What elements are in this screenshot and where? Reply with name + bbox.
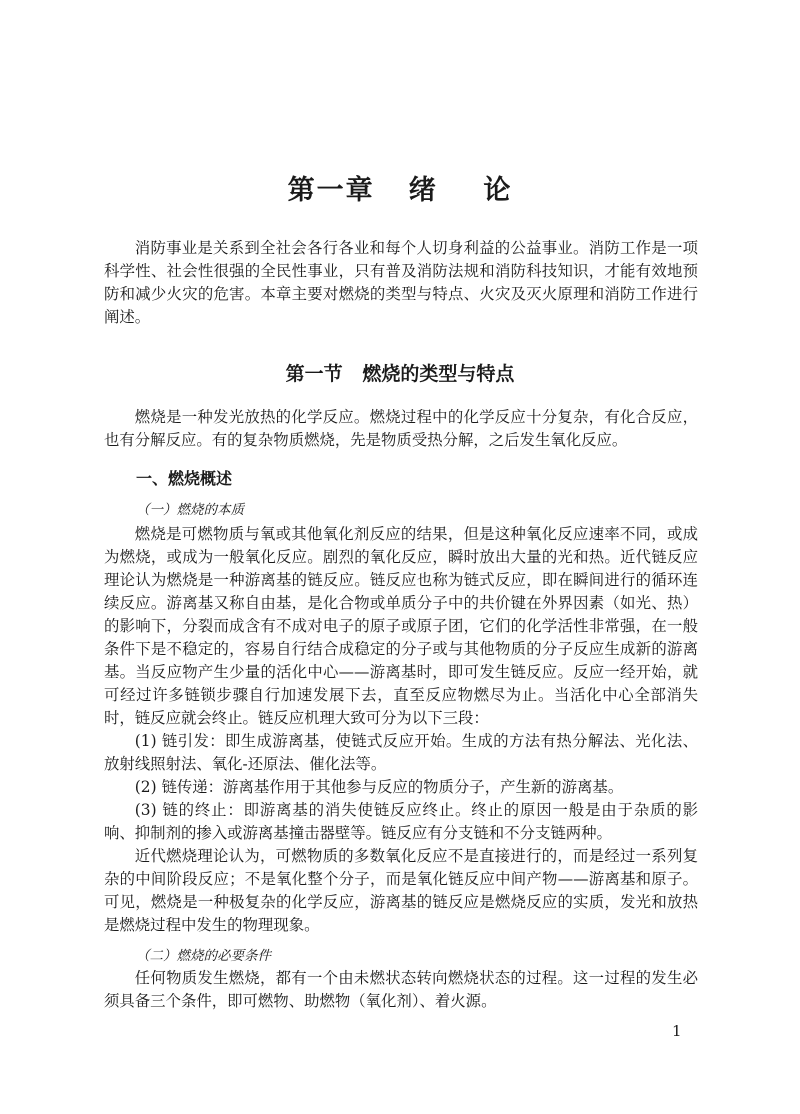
section-title: 第一节 燃烧的类型与特点 (285, 363, 515, 385)
subsubheading-combustion-essence: （一）燃烧的本质 (136, 502, 244, 518)
page-number: 1 (672, 1022, 682, 1040)
conditions-paragraph: 任何物质发生燃烧，都有一个由未燃状态转向燃烧状态的过程。这一过程的发生必须具备三个条件，即可燃物、助燃物（氧化剂）、着火源。 (104, 969, 698, 1010)
essence-paragraph: 燃烧是可燃物质与氧或其他氧化剂反应的结果，但是这种氧化反应速率不同，或成为燃烧，或成为一般氧化反应。剧烈的氧化反应，瞬时放出大量的光和热。近代链反应理论认为燃烧是一种游离基的链反应。链反应也称为链式反应，即在瞬间进行的循环连续反应。游离基又称自由基，是化合物或单质分子中的共价键在外界因素（如光、热）的影响下，分裂而成含有不成对电子的原子或原子团，它们的化学活性非常强，在一般条件下是不稳定的，容易自行结合成稳定的分子或与其他物质的分子反应生成新的游离基。当反应物产生少量的活化中心——游离基时，即可发生链反应。反应一经开始，就可经过许多链锁步骤自行加速发展下去，直至反应物燃尽为止。当活化中心全部消失时，链反应就会终止。链反应机理大致可分为以下三段： (104, 525, 698, 727)
intro-text-block (104, 237, 698, 329)
intro-paragraph: 消防事业是关系到全社会各行各业和每个人切身利益的公益事业。消防工作是一项科学性、社会性很强的全民性事业，只有普及消防法规和消防科技知识，才能有效地预防和减少火灾的危害。本章主要对燃烧的类型与特点、火灾及灭火原理和消防工作进行阐述。 (104, 239, 698, 326)
chain-step-termination: (3) 链的终止：即游离基的消失使链反应终止。终止的原因一般是由于杂质的影响、抑制剂的掺入或游离基撞击器壁等。链反应有分支链和不分支链两种。 (104, 801, 698, 842)
chapter-title: 第一章 绪 论 (287, 175, 513, 206)
essence-text-block (104, 523, 698, 937)
chain-step-initiation: (1) 链引发：即生成游离基，使链式反应开始。生成的方法有热分解法、光化法、放射线照射法、氧化-还原法、催化法等。 (104, 732, 698, 773)
chain-step-propagation: (2) 链传递：游离基作用于其他参与反应的物质分子，产生新的游离基。 (134, 778, 624, 796)
section-intro-block (104, 406, 698, 452)
subsubheading-combustion-conditions: （二）燃烧的必要条件 (136, 948, 271, 964)
section-intro-paragraph: 燃烧是一种发光放热的化学反应。燃烧过程中的化学反应十分复杂，有化合反应，也有分解反应。有的复杂物质燃烧，先是物质受热分解，之后发生氧化反应。 (104, 408, 698, 449)
subheading-combustion-overview: 一、燃烧概述 (136, 469, 233, 488)
modern-theory-paragraph: 近代燃烧理论认为，可燃物质的多数氧化反应不是直接进行的，而是经过一系列复杂的中间阶段反应；不是氧化整个分子，而是氧化链反应中间产物——游离基和原子。可见，燃烧是一种极复杂的化学反应，游离基的链反应是燃烧反应的实质，发光和放热是燃烧过程中发生的物理现象。 (104, 847, 698, 934)
conditions-text-block (104, 967, 698, 1013)
